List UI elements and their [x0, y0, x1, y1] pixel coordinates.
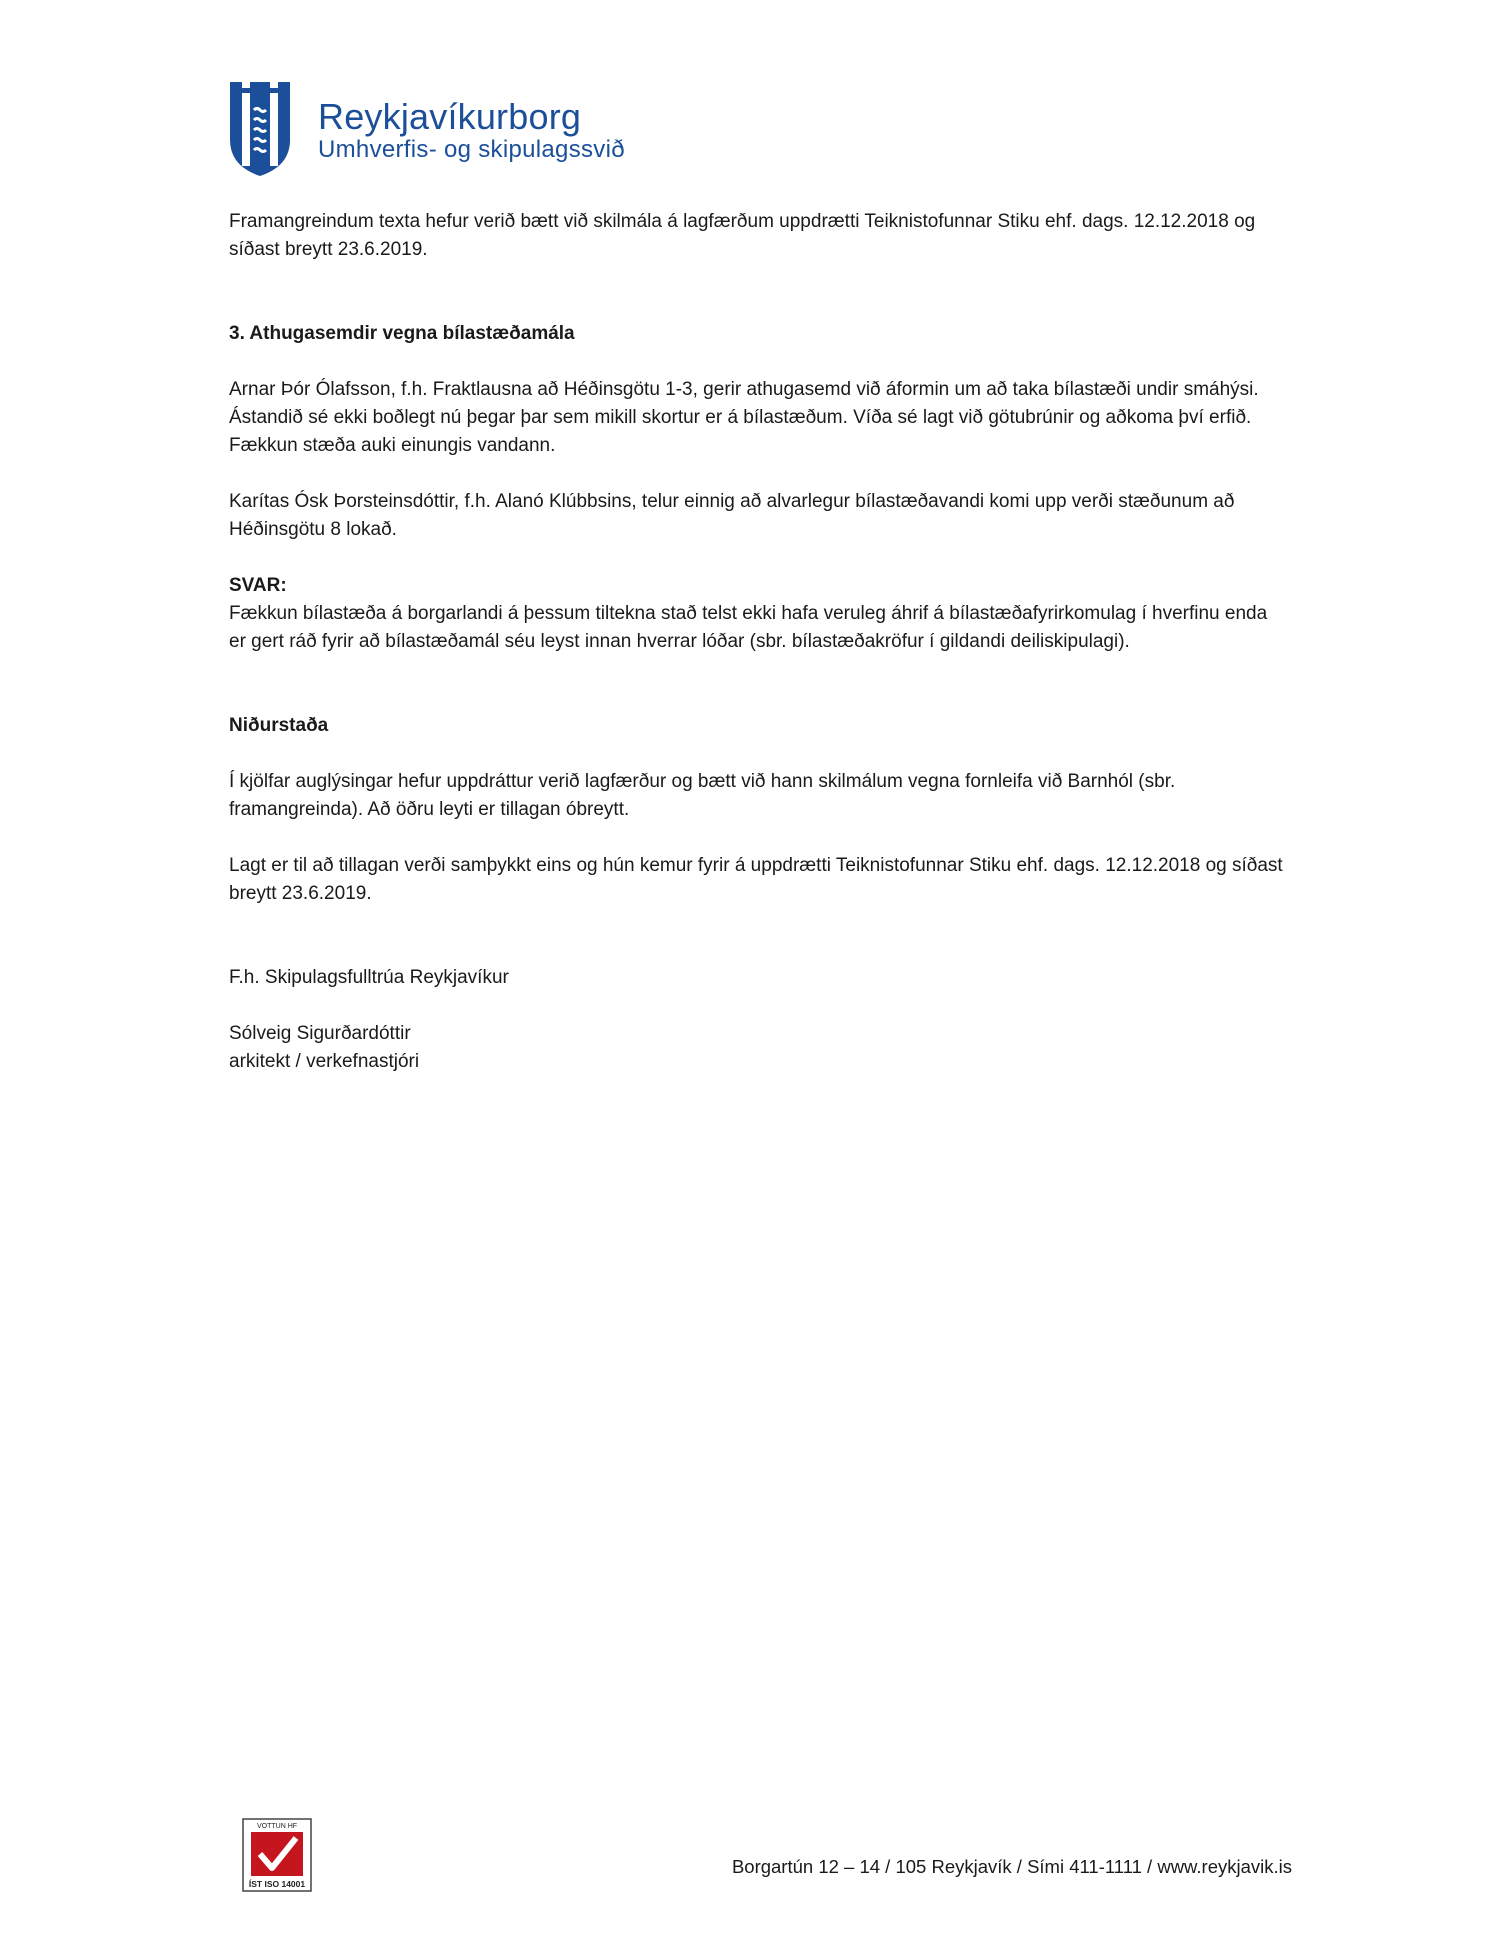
- conclusion-heading: Niðurstaða: [229, 715, 329, 736]
- cert-top-text: VOTTUN HF: [256, 1823, 298, 1830]
- org-department: Umhverfis- og skipulagssvið: [318, 136, 625, 163]
- reykjavik-crest-logo: [228, 80, 292, 178]
- footer-contact: Borgartún 12 – 14 / 105 Reykjavík / Sími 411-1111 / www.reykjavik.is: [731, 1856, 1292, 1877]
- answer-paragraph: Fækkun bílastæða á borgarlandi á þessum tiltekna stað telst ekki hafa veruleg áhrif á bílastæðafyrirkomulag í hverfinu enda er gert ráð fyrir að bílastæðamál séu leyst innan hverrar lóðar (sbr. bílastæðakröfur í gildandi deiliskipulagi).: [229, 603, 1268, 652]
- intro-paragraph: Framangreindum texta hefur verið bætt við skilmála á lagfærðum uppdrætti Teiknistofunnar Stiku ehf. dags. 12.12.2018 og síðast breytt 23.6.2019.: [229, 211, 1256, 260]
- signature-title: arkitekt / verkefnastjóri: [229, 1051, 420, 1072]
- answer-label: SVAR:: [229, 575, 287, 596]
- conclusion-paragraph-2: Lagt er til að tillagan verði samþykkt eins og hún kemur fyrir á uppdrætti Teiknistofunnar Stiku ehf. dags. 12.12.2018 og síðast breytt 23.6.2019.: [229, 855, 1283, 904]
- conclusion-paragraph-1: Í kjölfar auglýsingar hefur uppdráttur verið lagfærður og bætt við hann skilmálum vegna fornleifa við Barnhól (sbr. framangreinda). Að öðru leyti er tillagan óbreytt.: [229, 771, 1176, 820]
- org-name: Reykjavíkurborg: [318, 96, 582, 137]
- cert-bottom-text: ÍST ISO 14001: [248, 1879, 306, 1889]
- signature-on-behalf: F.h. Skipulagsfulltrúa Reykjavíkur: [229, 967, 509, 988]
- comment-paragraph-1: Arnar Þór Ólafsson, f.h. Fraktlausna að Héðinsgötu 1-3, gerir athugasemd við áformin um að taka bílastæði undir smáhýsi. Ástandið sé ekki boðlegt nú þegar þar sem mikill skortur er á bílastæðum. Víða sé lagt við götubrúnir og aðkoma því erfið. Fækkun stæða auki einungis vandann.: [229, 379, 1259, 456]
- signature-name: Sólveig Sigurðardóttir: [229, 1023, 411, 1044]
- comment-paragraph-2: Karítas Ósk Þorsteinsdóttir, f.h. Alanó Klúbbsins, telur einnig að alvarlegur bílastæðavandi komi upp verði stæðunum að Héðinsgötu 8 lokað.: [229, 491, 1235, 540]
- iso-certification-logo: [242, 1818, 312, 1892]
- document-body: [229, 208, 1289, 1076]
- letterhead: [228, 80, 928, 184]
- section-heading: 3. Athugasemdir vegna bílastæðamála: [229, 323, 575, 344]
